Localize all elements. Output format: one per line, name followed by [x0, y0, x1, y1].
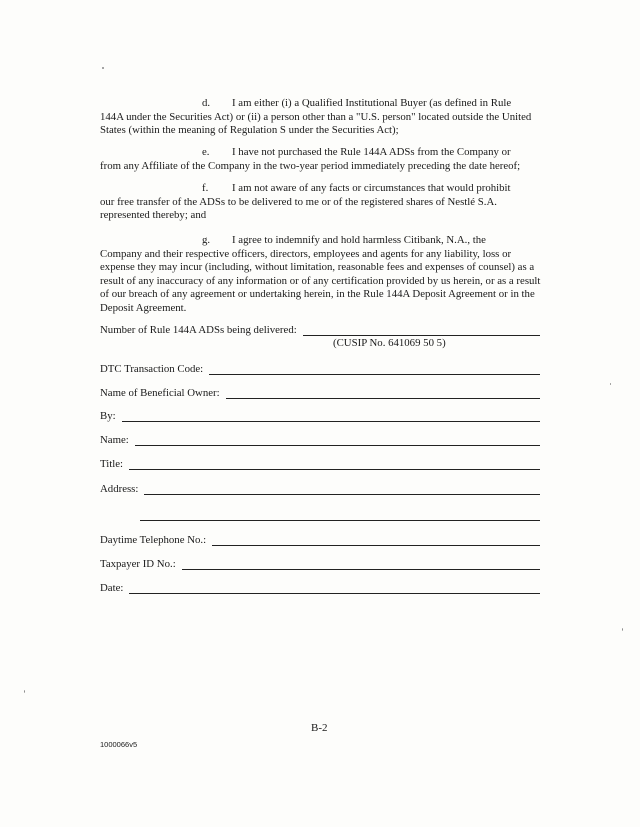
dtc-code-blank[interactable]	[209, 364, 540, 375]
scan-speck	[622, 628, 623, 631]
dtc-code-label: DTC Transaction Code:	[100, 363, 204, 375]
address-field[interactable]	[100, 481, 540, 495]
title-label: Title:	[100, 458, 124, 470]
ads-delivered-blank[interactable]	[303, 325, 540, 336]
by-label: By:	[100, 410, 116, 422]
taxpayer-id-blank[interactable]	[182, 559, 540, 570]
beneficial-owner-field[interactable]	[100, 385, 540, 399]
telephone-field[interactable]	[100, 532, 540, 546]
paragraph-marker: e.	[202, 146, 210, 158]
paragraph-g	[100, 234, 542, 316]
dtc-code-field[interactable]	[100, 361, 540, 375]
paragraph-marker: d.	[202, 97, 211, 109]
paragraph-marker: f.	[202, 182, 209, 194]
paragraph-body: 144A under the Securities Act) or (ii) a person other than a "U.S. person" located outside the United States (within the meaning of Regulation S under the Securities Act);	[100, 110, 532, 137]
ads-delivered-field[interactable]	[100, 322, 540, 336]
paragraph-e	[100, 146, 542, 173]
paragraph-body: our free transfer of the ADSs to be delivered to me or of the registered shares of Nestlé S.A. represented thereby; and	[100, 195, 497, 222]
address-label: Address:	[100, 483, 139, 495]
by-blank[interactable]	[122, 411, 540, 422]
beneficial-owner-label: Name of Beneficial Owner:	[100, 387, 220, 399]
document-id: 1000066v5	[100, 740, 138, 749]
paragraph-first-line: I am either (i) a Qualified Institutional Buyer (as defined in Rule	[232, 97, 512, 109]
by-field[interactable]	[100, 408, 540, 422]
paragraph-d	[100, 97, 542, 138]
ads-delivered-label: Number of Rule 144A ADSs being delivered:	[100, 324, 297, 336]
date-label: Date:	[100, 582, 124, 594]
scan-speck	[610, 383, 611, 385]
name-field[interactable]	[100, 432, 540, 446]
title-field[interactable]	[100, 456, 540, 470]
name-label: Name:	[100, 434, 129, 446]
paragraph-f	[100, 182, 542, 223]
date-field[interactable]	[100, 580, 540, 594]
address-blank[interactable]	[144, 484, 540, 495]
paragraph-body: Company and their respective officers, directors, employees and agents for any liability, loss or expense they may incur (including, without limitation, reasonable fees and expenses of counsel) as a result of any inaccuracy of any information or of any certification provided by us herein, or as a result of our breach of any agreement or undertaking herein, in the Rule 144A Deposit Agreement or in the Deposit Agreement.	[100, 247, 541, 314]
name-blank[interactable]	[135, 435, 540, 446]
paragraph-body: from any Affiliate of the Company in the two-year period immediately preceding the date hereof;	[100, 159, 521, 172]
taxpayer-id-label: Taxpayer ID No.:	[100, 558, 176, 570]
paragraph-first-line: I have not purchased the Rule 144A ADSs from the Company or	[232, 146, 511, 158]
address-second-line[interactable]	[140, 519, 540, 521]
paragraph-first-line: I agree to indemnify and hold harmless Citibank, N.A., the	[232, 234, 486, 246]
scan-speck	[24, 690, 25, 693]
page-number: B-2	[311, 722, 328, 734]
scan-speck	[102, 67, 104, 69]
taxpayer-id-field[interactable]	[100, 556, 540, 570]
telephone-blank[interactable]	[212, 535, 540, 546]
beneficial-owner-blank[interactable]	[226, 388, 540, 399]
cusip-number: (CUSIP No. 641069 50 5)	[333, 337, 446, 349]
telephone-label: Daytime Telephone No.:	[100, 534, 207, 546]
date-blank[interactable]	[129, 583, 540, 594]
paragraph-marker: g.	[202, 234, 211, 246]
title-blank[interactable]	[129, 459, 540, 470]
paragraph-first-line: I am not aware of any facts or circumstances that would prohibit	[232, 182, 511, 194]
